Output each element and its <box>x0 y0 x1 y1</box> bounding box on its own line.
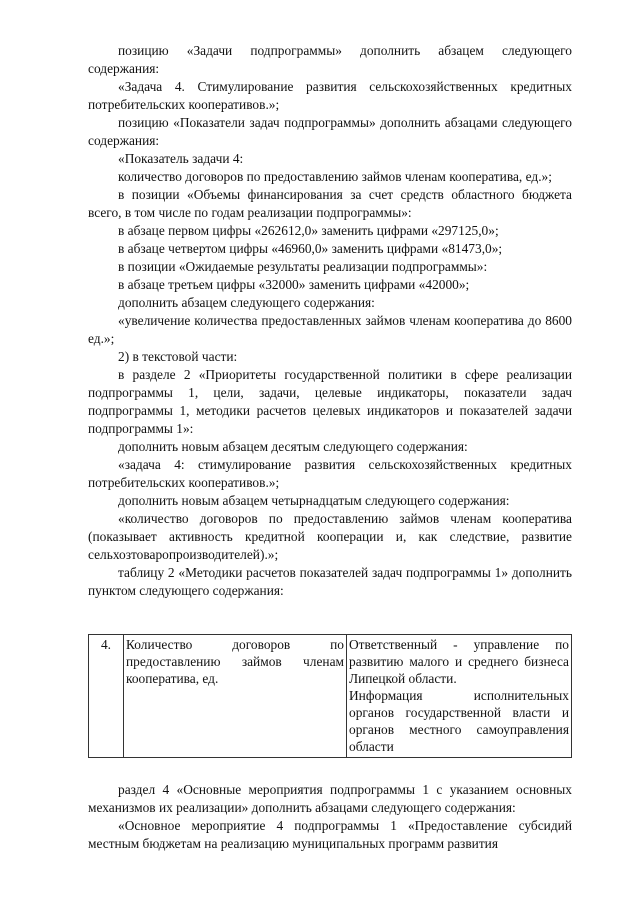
paragraph: в разделе 2 «Приоритеты государственной политики в сфере реализации подпрограммы 1, цели, задачи, целевые индикаторы, показатели задач подпрограммы 1, методики расчетов целевых индикаторов и показателей задачи подпрограммы 1»: <box>88 367 572 436</box>
paragraph: «Основное мероприятие 4 подпрограммы 1 «Предоставление субсидий местным бюджетам на реализацию муниципальных программ развития <box>88 818 572 851</box>
paragraph: дополнить абзацем следующего содержания: <box>118 295 375 310</box>
paragraph: в позиции «Объемы финансирования за счет средств областного бюджета всего, в том числе по годам реализации подпрограммы»: <box>88 187 572 220</box>
table-row <box>89 635 572 758</box>
paragraph: в позиции «Ожидаемые результаты реализации подпрограммы»: <box>118 259 488 274</box>
paragraph: раздел 4 «Основные мероприятия подпрограммы 1 с указанием основных механизмов их реализации» дополнить абзацами следующего содержания: <box>88 782 572 815</box>
paragraph: «увеличение количества предоставленных займов членам кооператива до 8600 ед.»; <box>88 313 572 346</box>
paragraph: «Задача 4. Стимулирование развития сельскохозяйственных кредитных потребительских кооперативов.»; <box>88 79 572 112</box>
methods-table <box>88 634 572 758</box>
paragraph: «Показатель задачи 4: <box>118 151 244 166</box>
paragraph: в абзаце третьем цифры «32000» заменить цифрами «42000»; <box>118 277 470 292</box>
paragraph: дополнить новым абзацем десятым следующего содержания: <box>118 439 468 454</box>
table-wrapper <box>88 634 572 758</box>
paragraph: дополнить новым абзацем четырнадцатым следующего содержания: <box>118 493 510 508</box>
table-cell-indicator: Количество договоров по предоставлению займов членам кооператива, ед. <box>124 635 347 758</box>
paragraph: в абзаце четвертом цифры «46960,0» заменить цифрами «81473,0»; <box>118 241 503 256</box>
paragraph: в абзаце первом цифры «262612,0» заменить цифрами «297125,0»; <box>118 223 499 238</box>
paragraph: «количество договоров по предоставлению займов членам кооператива (показывает активность кредитной кооперации и, как следствие, развитие сельхозтоваропроизводителей).»; <box>88 511 572 562</box>
responsible-text: Ответственный - управление по развитию малого и среднего бизнеса Липецкой области. <box>349 637 569 686</box>
information-text: Информация исполнительных органов государственной власти и органов местного самоуправления области <box>349 688 569 754</box>
paragraph: 2) в текстовой части: <box>118 349 238 364</box>
paragraph: позицию «Задачи подпрограммы» дополнить абзацем следующего содержания: <box>88 43 572 76</box>
table-cell-responsible <box>347 635 572 758</box>
document-page <box>88 42 572 853</box>
paragraph: количество договоров по предоставлению займов членам кооператива, ед.»; <box>118 169 552 184</box>
paragraph: позицию «Показатели задач подпрограммы» дополнить абзацами следующего содержания: <box>88 115 572 148</box>
table-cell-number: 4. <box>89 635 124 758</box>
paragraph: «задача 4: стимулирование развития сельскохозяйственных кредитных потребительских кооперативов.»; <box>88 457 572 490</box>
paragraph: таблицу 2 «Методики расчетов показателей задач подпрограммы 1» дополнить пунктом следующего содержания: <box>88 565 572 598</box>
